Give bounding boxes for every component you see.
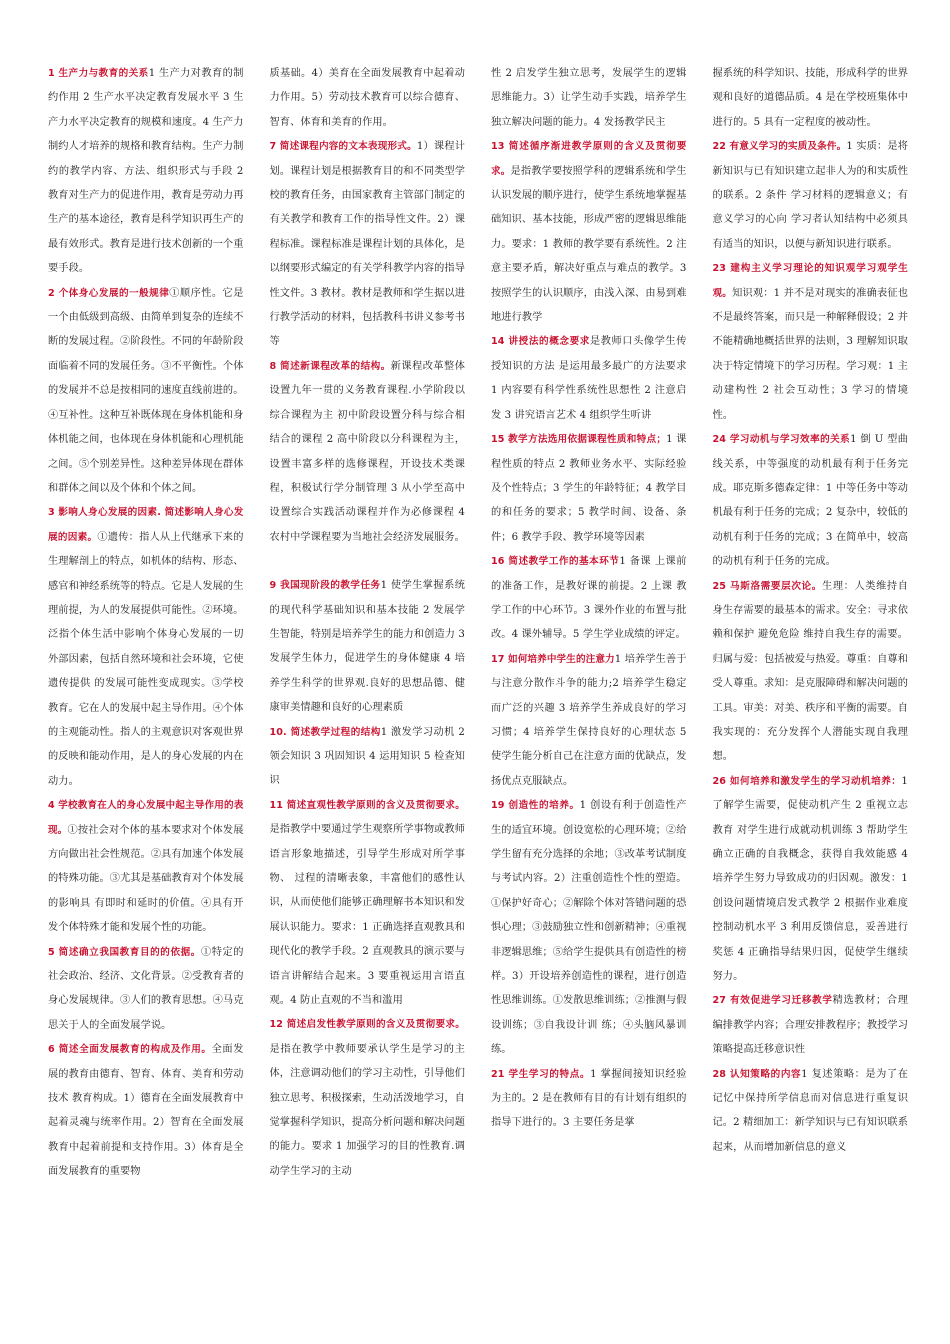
section-heading: 11 简述直观性教学原则的含义及贯彻要求。 <box>269 799 465 811</box>
section-paragraph <box>491 135 687 330</box>
section-body: ①遗传：指人从上代继承下来的生理解剖上的特点，如机体的结构、形态、感官和神经系统等的特点。它是人发展的生理前提，为人的发展提供可能性。②环境。泛指个体生活中影响个体身心发展的一切 外部因素，包括自然环境和社会环境，它使遗传提供 的发展可能性变成现实。③学校教育。它在人的发展中起主导作用。④个体的主观能动性。指人的主观意识对客观世界的反映和能动作用，是人的身心发展的内在动力。 <box>48 531 244 787</box>
section-body: 1 生产力对教育的制约作用 2 生产水平决定教育发展水平 3 生产力水平决定教育的规模和速度。4 生产力制约人才培养的规格和教育结构。生产力制约的教学内容、方法、组织形式与手段 2 教育对生产力的促进作用，教育是劳动力再生产的基本途径，教育是科学知识再生产的最有效形式。教育是进行技术创新的一个重要手段。 <box>48 68 244 275</box>
section-heading: 21 学生学习的特点。 <box>491 1068 591 1080</box>
section-body: 1 掌握间接知识经验为主的。2 是在教师有目的有计划有组织的指导下进行的。3 主要任务是掌 <box>491 1068 687 1129</box>
section-paragraph <box>270 135 466 355</box>
section-heading: 9 我国现阶段的教学任务 <box>269 580 381 592</box>
section-paragraph <box>270 62 466 135</box>
section-paragraph <box>270 794 466 1014</box>
section-body: 新课程改革整体设置九年一贯的义务教育课程.小学阶段以综合课程为主 初中阶段设置分科与综合相结合的课程 2 高中阶段以分科课程为主，设置丰富多样的选修课程，开设技术类课程，积极试行学分制管理 3 从小学至高中设置综合实践活动课程并作为必修课程 4 农村中学课程要为当地社会经济发展服务。 <box>269 360 465 543</box>
section-heading: 12 简述启发性教学原则的含义及贯彻要求。 <box>269 1019 465 1031</box>
section-body: 是教师口头像学生传授知识的方法 是运用最多最广的方法要求 1 内容要有科学性系统性思想性 2 注意启发 3 讲究语言艺术 4 组织学生听讲 <box>491 336 687 421</box>
section-body: 1 复述策略：是为了在记忆中保持所学信息而对信息进行重复识记。2 精细加工：新学知识与已有知识联系起来，从而增加新信息的意义 <box>712 1068 908 1153</box>
section-paragraph <box>270 721 466 794</box>
section-body: 1 备课 上课前的准备工作，是教好课的前提。2 上课 教学工作的中心环节。3 课外作业的布置与批改。4 课外辅导。5 学生学业成绩的评定。 <box>491 556 687 641</box>
section-body: 1 激发学习动机 2 领会知识 3 巩固知识 4 运用知识 5 检查知识 <box>269 726 465 787</box>
section-paragraph <box>713 989 909 1062</box>
section-paragraph <box>491 1063 687 1136</box>
section-paragraph <box>48 282 244 502</box>
section-body: 质基础。4）美育在全面发展教育中起着动力作用。5）劳动技术教育可以综合德育、智育、体育和美育的作用。 <box>269 68 465 128</box>
section-paragraph <box>270 1013 466 1184</box>
section-paragraph <box>491 648 687 794</box>
section-body: 1 倒 U 型曲线关系，中等强度的动机最有利于任务完成。耶克斯多德森定律：1 中等任务中等动机最有利于任务的完成；2 复杂中，较低的动机有利于任务的完成；3 在简单中，较高的动机有利于任务的完成。 <box>712 434 908 568</box>
section-heading: 27 有效促进学习迁移教学 <box>712 995 833 1007</box>
column-1 <box>48 62 244 1322</box>
section-paragraph <box>491 794 687 1062</box>
section-paragraph <box>491 62 687 135</box>
section-heading: 6 简述全面发展教育的构成及作用。 <box>48 1044 212 1056</box>
section-paragraph <box>713 770 909 990</box>
section-heading: 5 简述确立我国教育目的的依据。 <box>48 946 201 958</box>
section-heading: 19 创造性的培养。 <box>491 800 580 812</box>
section-heading: 17 如何培养中学生的注意力 <box>491 653 615 665</box>
section-heading: 10. 简述教学过程的结构 <box>269 726 381 738</box>
section-heading: 4 学校教育在人的身心发展中起主导作用的表现。 <box>48 800 244 836</box>
section-paragraph <box>713 1063 909 1161</box>
section-heading: 25 马斯洛需要层次论。 <box>712 580 823 592</box>
section-body: 是指教学要按照学科的逻辑系统和学生认识发展的顺序进行，使学生系统地掌握基础知识、基本技能，形成严密的逻辑思维能力。要求：1 教师的教学要有系统性。2 注意主要矛盾，解决好重点与难点的教学。3 按照学生的认识顺序，由浅入深、由易到难地进行教学 <box>491 165 687 324</box>
section-heading: 22 有意义学习的实质及条件。 <box>712 141 847 153</box>
section-paragraph <box>491 550 687 648</box>
section-heading: 1 生产力与教育的关系 <box>48 68 149 79</box>
section-body: 1 培养学生善于与注意分散作斗争的能力;2 培养学生稳定而广泛的兴趣 3 培养学生养成良好的学习习惯；4 培养学生保持良好的心理状态 5 使学生能分析自己在注意方面的优缺点，发扬优点克服缺点。 <box>491 653 687 787</box>
section-paragraph <box>713 135 909 257</box>
section-body: 1 了解学生需要，促使动机产生 2 重视立志教育 对学生进行成就动机训练 3 帮助学生确立正确的自我概念，获得自我效能感 4 培养学生努力导致成功的归因观。激发：1 创设问题情境启发式教学 2 根据作业难度控制动机水平 3 利用反馈信息，妥善进行奖惩 4 正确指导结果归因，促使学生继续努力。 <box>712 775 908 983</box>
section-heading: 2 个体身心发展的一般规律 <box>48 287 170 299</box>
section-paragraph <box>270 355 466 550</box>
section-paragraph <box>713 428 909 574</box>
section-paragraph <box>270 574 466 720</box>
section-heading: 3 影响人身心发展的因素. 简述影响人身心发展的因素。 <box>48 507 244 543</box>
section-paragraph <box>48 941 244 1039</box>
section-body: 1 创设有利于创造性产生的适宜环境。创设宽松的心理环境；②给学生留有充分选择的余地；③改革考试制度与考试内容。2）注重创造性个性的塑造。①保护好奇心；②解除个体对答错问题的恐惧心理；③鼓励独立性和创新精神；④重视非逻辑思维；⑤给学生提供具有创造性的榜样。3）开设培养创造性的课程，进行创造性思维训练。①发散思维训练；②推测与假设训练；③自我设计训 练；④头脑风暴训练。 <box>491 800 687 1056</box>
section-body: ①顺序性。它是一个由低级到高级、由简单到复杂的连续不断的发展过程。②阶段性。不同的年龄阶段面临着不同的发展任务。③不平衡性。个体的发展并不总是按相同的速度直线前进的。④互补性。这种互补既体现在身体机能和身体机能之间，也体现在身体机能和心理机能之间。⑤个别差异性。这种差异体现在群体和群体之间以及个体和个体之间。 <box>48 287 244 494</box>
column-3 <box>491 62 687 1322</box>
section-paragraph <box>713 257 909 428</box>
document-page <box>48 62 908 1322</box>
section-heading: 8 简述新课程改革的结构。 <box>269 360 391 372</box>
section-heading: 14 讲授法的概念要求 <box>491 336 590 348</box>
section-body: 是指在教学中教师要承认学生是学习的主体，注意调动他们的学习主动性，引导他们独立思考、积极探索，生动活泼地学习，自觉掌握科学知识，提高分析问题和解决问题的能力。要求 1 加强学习的目的性教育.调动学生学习的主动 <box>269 1043 465 1177</box>
section-paragraph <box>491 330 687 428</box>
section-paragraph <box>713 575 909 770</box>
section-heading: 15 教学方法选用依据课程性质和特点； <box>491 434 667 446</box>
section-heading: 13 简述循序渐进教学原则的含义及贯彻要求。 <box>491 141 687 177</box>
section-paragraph <box>48 62 244 282</box>
section-body: 是指教学中要通过学生观察所学事物或教师语言形象地描述，引导学生形成对所学事物、 过程的清晰表象，丰富他们的感性认识，从而使他们能够正确理解书本知识和发展认识能力。要求：1 正确选择直观教具和现代化的教学手段。2 直观教具的演示要与语言讲解结合起来。3 要重视运用言语直观。4 防止直观的不当和滥用 <box>269 824 465 1007</box>
column-2 <box>270 62 466 1322</box>
section-body: 1 使学生掌握系统的现代科学基础知识和基本技能 2 发展学生智能，特别是培养学生的能力和创造力 3 发展学生体力，促进学生的身体健康 4 培养学生科学的世界观.良好的思想品德、健康审美情趣和良好的心理素质 <box>269 580 465 714</box>
section-body: 生理：人类维持自身生存需要的最基本的需求。安全：寻求依赖和保护 避免危险 维持自我生存的需要。归属与爱：包括被爱与热爱。尊重：自尊和受人尊重。求知：是克服障碍和解决问题的工具。审美：对美、秩序和平衡的需要。自我实现的：充分发挥个人潜能实现自我理想。 <box>712 580 908 763</box>
section-paragraph <box>48 794 244 940</box>
section-body: 1 实质：是将新知识与已有知识建立起非人为的和实质性的联系。2 条件 学习材料的逻辑意义；有意义学习的心向 学习者认知结构中必须具有适当的知识，以便与新知识进行联系。 <box>712 141 908 250</box>
section-paragraph <box>713 62 909 135</box>
section-body: 握系统的科学知识、技能，形成科学的世界观和良好的道德品质。4 是在学校班集体中进行的。5 具有一定程度的被动性。 <box>712 68 908 128</box>
section-heading: 26 如何培养和激发学生的学习动机培养： <box>712 775 902 787</box>
section-paragraph <box>491 428 687 550</box>
section-paragraph <box>48 501 244 794</box>
section-body: ①特定的社会政治、经济、文化背景。②受教育者的身心发展规律。③人们的教育思想。④马克思关于人的全面发展学说。 <box>48 946 244 1031</box>
section-body: 全面发展的教育由德育、智育、体育、美育和劳动技术 教育构成。1）德育在全面发展教育中起着灵魂与统率作用。2）智育在全面发展教育中起着前提和支持作用。3）体育是全面发展教育的重要物 <box>48 1044 244 1178</box>
section-body: 性 2 启发学生独立思考，发展学生的逻辑思维能力。3）让学生动手实践，培养学生独立解决问题的能力。4 发扬教学民主 <box>491 68 687 128</box>
section-body: 精选教材；合理编排教学内容；合理安排教程序；教授学习策略提高迁移意识性 <box>712 995 908 1056</box>
section-heading: 7 简述课程内容的文本表现形式。 <box>269 141 417 153</box>
section-heading: 16 简述教学工作的基本环节 <box>491 556 620 568</box>
section-paragraph <box>48 1038 244 1184</box>
section-heading: 23 建构主义学习理论的知识观学习观学生观。 <box>712 263 908 299</box>
section-heading: 24 学习动机与学习效率的关系 <box>712 434 851 446</box>
column-4 <box>713 62 909 1322</box>
section-body: ①按社会对个体的基本要求对个体发展方向做出社会性规范。②具有加速个体发展的特殊功能。③尤其是基础教育对个体发展的影响具 有即时和延时的价值。④具有开发个体特殊才能和发展个性的功能。 <box>48 824 244 934</box>
section-heading: 28 认知策略的内容 <box>712 1068 802 1080</box>
section-body: 1 课程性质的特点 2 教师业务水平、实际经验及个性特点；3 学生的年龄特征；4 教学目的和任务的要求；5 教学时间、设备、条件；6 教学手段、教学环境等因素 <box>491 434 687 543</box>
section-body: 知识观：1 并不是对现实的准确表征也不是最终答案，而只是一种解释假设；2 并不能精确地概括世界的法则，3 理解知识取决于特定情境下的学习历程。学习观：1 主动建构性 2 社会互动性；3 学习的情境性。 <box>712 287 908 421</box>
section-body: 1）课程计划。课程计划是根据教育目的和不同类型学校的教育任务，由国家教育主管部门制定的有关教学和教育工作的指导性文件。2）课程标准。课程标准是课程计划的具体化，是以纲要形式编定的有关学科教学内容的指导性文件。3 教材。教材是教师和学生据以进行教学活动的材料，包括教科书讲义参考书等 <box>269 141 465 348</box>
